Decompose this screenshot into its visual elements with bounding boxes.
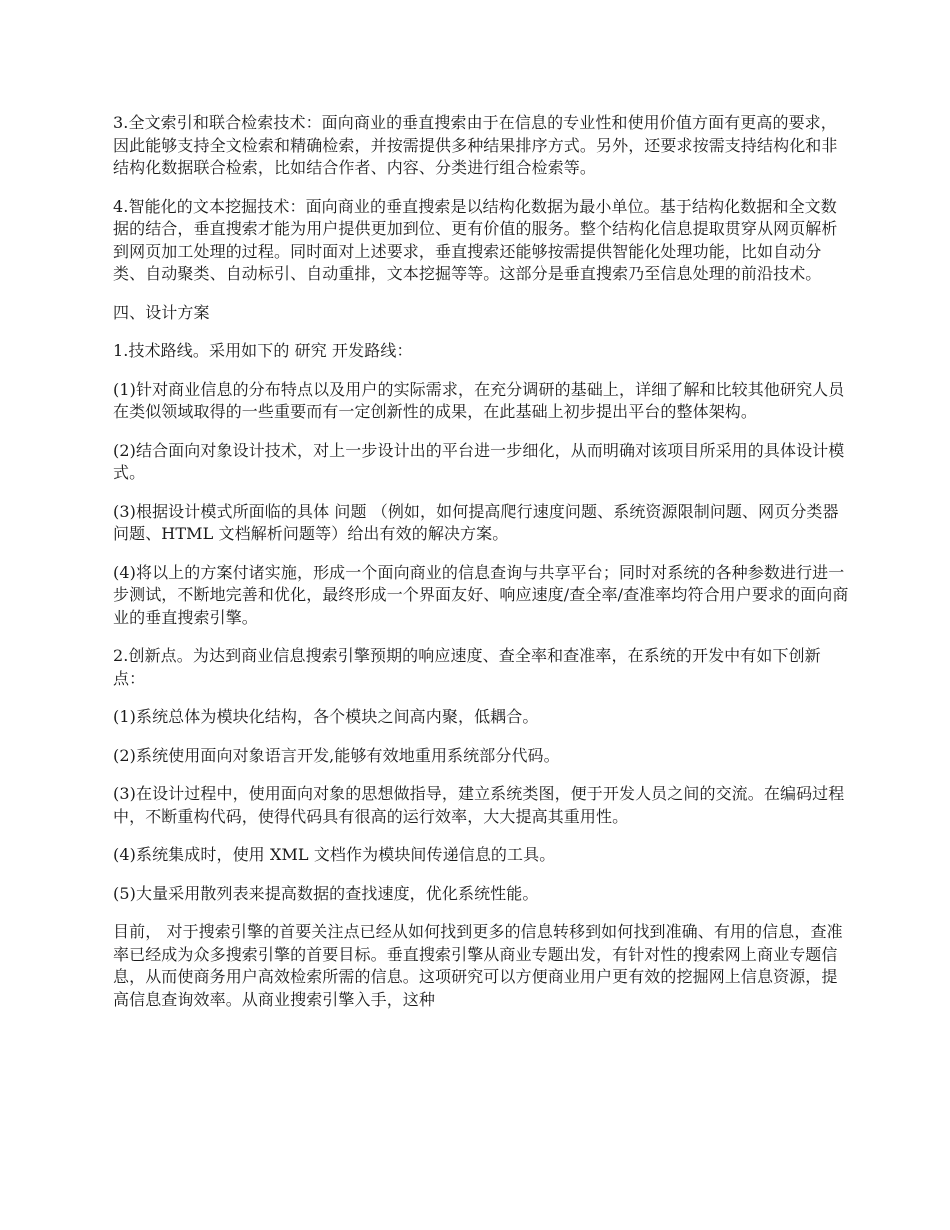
paragraph-innovation-1: (1)系统总体为模块化结构，各个模块之间高内聚，低耦合。 [113, 707, 539, 726]
paragraph-innovation-4: (4)系统集成时，使用 XML 文档作为模块间传递信息的工具。 [113, 845, 556, 864]
paragraph-innovation-5: (5)大量采用散列表来提高数据的查找速度，优化系统性能。 [113, 883, 539, 903]
paragraph-text-mining: 4.智能化的文本挖掘技术：面向商业的垂直搜索是以结构化数据为最小单位。基于结构化数据和全文数据的结合，垂直搜索才能为用户提供更加到位、更有价值的服务。整个结构化信息提取贯穿从网页解析到网页加工处理的过程。同时面对上述要求，垂直搜索还能够按需提供智能化处理功能，比如自动分类、自动聚类、自动标引、自动重排，文本挖掘等等。这部分是垂直搜索乃至信息处理的前沿技术。 [113, 196, 838, 283]
paragraph-route-step-3: (3)根据设计模式所面临的具体 问题 （例如，如何提高爬行速度问题、系统资源限制问题、网页分类器问题、HTML 文档解析问题等）给出有效的解决方案。 [113, 501, 839, 543]
paragraph-innovation-2: (2)系统使用面向对象语言开发,能够有效地重用系统部分代码。 [113, 745, 560, 765]
paragraph-current-status: 目前， 对于搜索引擎的首要关注点已经从如何找到更多的信息转移到如何找到准确、有用的信息，查准率已经成为众多搜索引擎的首要目标。垂直搜索引擎从商业专题出发，有针对性的搜索网上商业专题信息，从而使商务用户高效检索所需的信息。这项研究可以方便商业用户更有效的挖掘网上信息资源，提高信息查询效率。从商业搜索引擎入手，这种 [113, 922, 843, 1009]
paragraph-technical-route: 1.技术路线。采用如下的 研究 开发路线： [113, 341, 413, 360]
paragraph-route-step-4: (4)将以上的方案付诸实施，形成一个面向商业的信息查询与共享平台；同时对系统的各种参数进行进一步测试，不断地完善和优化，最终形成一个界面友好、响应速度/查全率/查准率均符合用户要求的面向商业的垂直搜索引擎。 [113, 562, 849, 627]
paragraph-fulltext-retrieval: 3.全文索引和联合检索技术：面向商业的垂直搜索由于在信息的专业性和使用价值方面有更高的要求，因此能够支持全文检索和精确检索，并按需提供多种结果排序方式。另外，还要求按需支持结构化和非结构化数据联合检索，比如结合作者、内容、分类进行组合检索等。 [113, 113, 838, 177]
paragraph-route-step-2: (2)结合面向对象设计技术，对上一步设计出的平台进一步细化，从而明确对该项目所采用的具体设计模式。 [113, 440, 845, 482]
section-heading-design: 四、设计方案 [113, 302, 210, 322]
document-body [113, 112, 849, 1027]
paragraph-route-step-1: (1)针对商业信息的分布特点以及用户的实际需求，在充分调研的基础上，详细了解和比较其他研究人员在类似领域取得的一些重要而有一定创新性的成果，在此基础上初步提出平台的整体架构。 [113, 379, 845, 421]
paragraph-innovations: 2.创新点。为达到商业信息搜索引擎预期的响应速度、查全率和查准率，在系统的开发中有如下创新点： [113, 646, 821, 688]
paragraph-innovation-3: (3)在设计过程中，使用面向对象的思想做指导，建立系统类图，便于开发人员之间的交流。在编码过程中，不断重构代码，使得代码具有很高的运行效率，大大提高其重用性。 [113, 784, 845, 826]
